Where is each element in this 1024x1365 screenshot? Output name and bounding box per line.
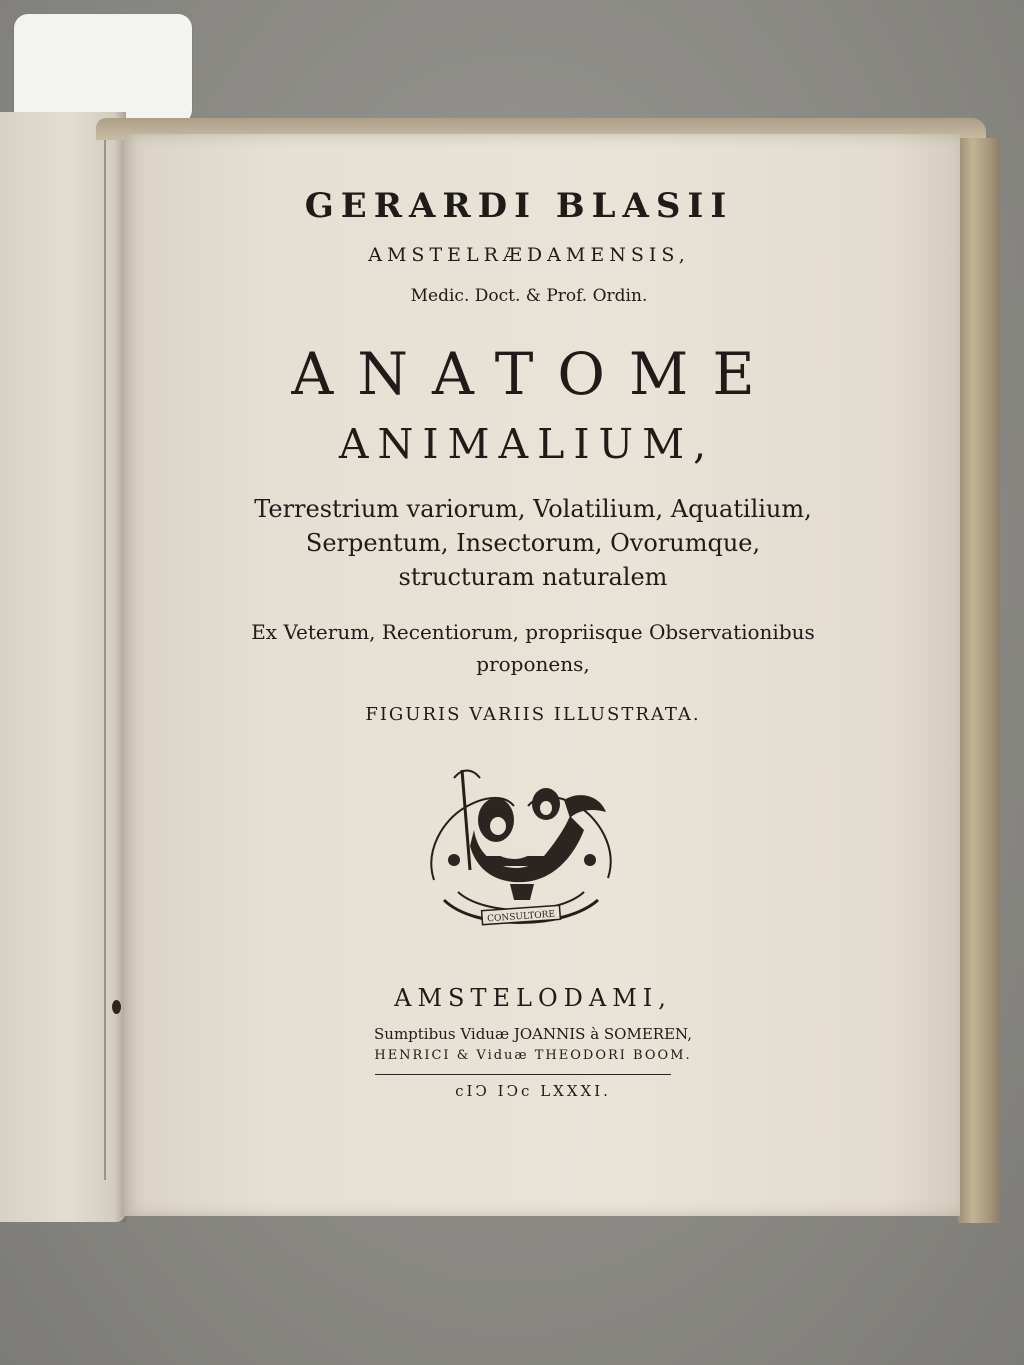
paper-tag (14, 14, 192, 124)
ink-spot (112, 1000, 121, 1014)
imprint-date: cIↃ IↃc LXXXI. (455, 1082, 611, 1100)
author-position: Medic. Doct. & Prof. Ordin. (410, 286, 648, 306)
page-block-edge (958, 138, 1000, 1223)
subtitle-line3: structuram naturalem (398, 563, 668, 591)
imprint-publisher-line2: HENRICI & Viduæ THEODORI BOOM. (374, 1048, 692, 1063)
author-name: GERARDI BLASII (304, 186, 734, 226)
illustrated-line: FIGURIS VARIIS ILLUSTRATA. (365, 704, 701, 725)
subtitle-line2: Serpentum, Insectorum, Ovorumque, (305, 529, 761, 557)
left-page (0, 112, 126, 1222)
source-line2: proponens, (476, 652, 590, 676)
imprint-publisher-line1: Sumptibus Viduæ JOANNIS à SOMEREN, (374, 1025, 692, 1043)
source-line1: Ex Veterum, Recentiorum, propriisque Observationibus (251, 620, 815, 644)
emblem-motto: CONSULTORE (486, 909, 556, 925)
imprint-place: AMSTELODAMI, (394, 984, 672, 1012)
subtitle-line1: Terrestrium variorum, Volatilium, Aquatilium, (254, 495, 812, 523)
left-page-gutter-line (104, 130, 106, 1180)
author-origin: AMSTELRÆDAMENSIS, (368, 244, 690, 266)
book-title-line2: ANIMALIUM, (338, 420, 716, 468)
printer-emblem-icon (414, 760, 628, 940)
book-title-line1: ANATOME (291, 340, 779, 408)
imprint-rule (375, 1074, 671, 1075)
